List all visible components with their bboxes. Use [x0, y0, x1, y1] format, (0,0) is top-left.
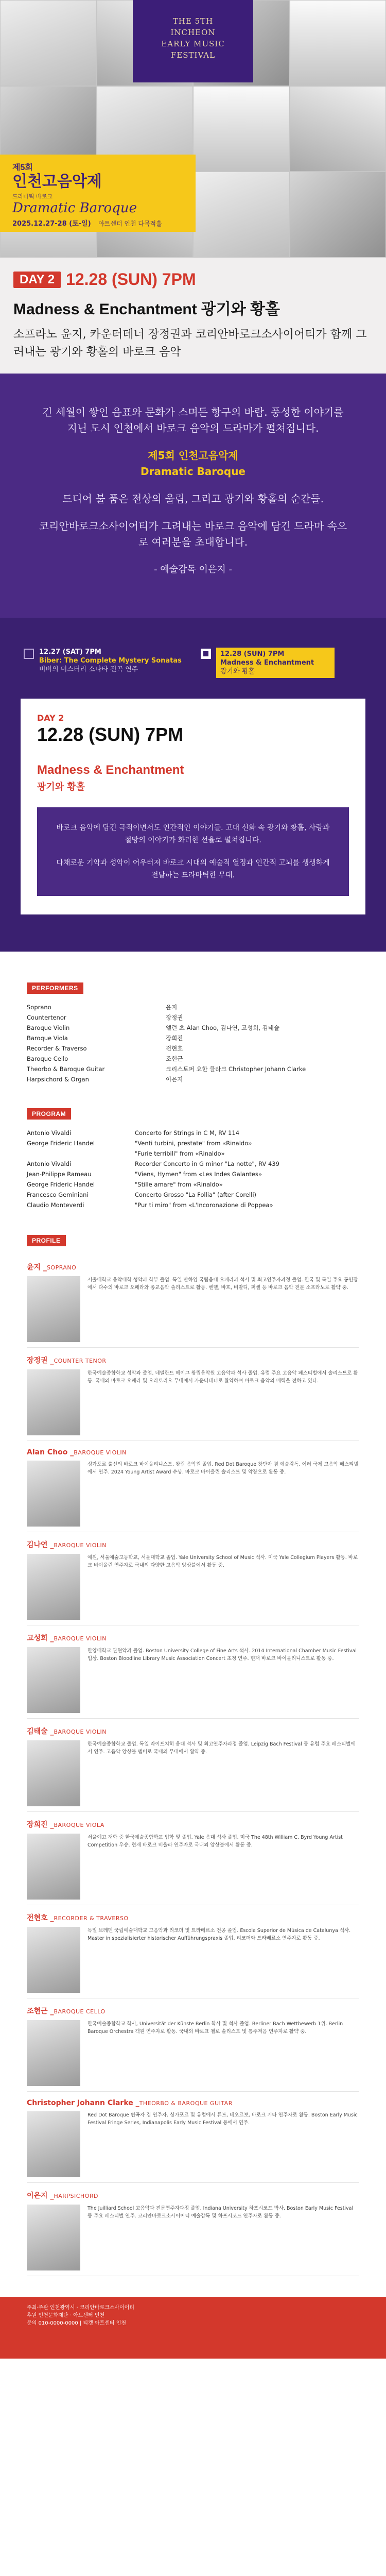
performer-row — [27, 1012, 359, 1023]
profile-body — [27, 2111, 359, 2177]
festival-name: 인천고음악제 — [12, 173, 102, 190]
intro-highlight — [39, 448, 347, 480]
detail-subtitle: 광기와 황홀 — [37, 782, 85, 792]
detail-date: 12.28 (SUN) 7PM — [37, 724, 184, 745]
footer-line: 후원 인천문화재단 · 아트센터 인천 — [27, 2313, 105, 2318]
footer-line: 주최·주관 인천광역시 · 코리안바로크소사이어티 — [27, 2305, 135, 2311]
tab-title: Biber: The Complete Mystery Sonatas — [39, 657, 182, 665]
profile-entry — [27, 1719, 359, 1812]
concert-day-tabs — [0, 618, 386, 690]
program-row — [27, 1148, 359, 1159]
performer-photo — [290, 86, 386, 172]
program-table — [27, 1128, 359, 1210]
festival-title-card — [0, 155, 196, 232]
performer-role: Harpsichord & Organ — [27, 1076, 89, 1083]
program-work: "Stille amare" from «Rinaldo» — [135, 1181, 223, 1188]
festival-date-text: 2025.12.27-28 (토-일) — [12, 220, 91, 228]
profile-bio: The Juilliard School 고음악과 전문연주자과정 졸업. Indiana University 하프시코드 박사. Boston Early Music Festival 등 주요 페스티벌 연주. 코리안바로크소사이어티 예술감독 및 하프시코드 연주자로 활동 중. — [87, 2206, 354, 2219]
program-work: "Venti turbini, prestate" from «Rinaldo» — [135, 1140, 252, 1147]
festival-venue: 아트센터 인천 다목적홀 — [98, 220, 162, 227]
performer-photo — [193, 172, 290, 258]
performer-name: 조현근 — [166, 1055, 183, 1062]
performer-row — [27, 1002, 359, 1012]
program-composer: Antonio Vivaldi — [27, 1129, 72, 1137]
performer-name: 장정권 — [166, 1014, 183, 1021]
profile-bio: 서울대학교 음악대학 성악과 학부 졸업. 독일 만하임 국립음대 오페라과 석사 및 최고연주자과정 졸업. 한국 및 독일 주요 공연장에서 다수의 바로크 오페라와 종교음악 솔리스트로 활동. 헨델, 바흐, 비발디, 퍼셀 등 바로크 음악 전문 소프라노로 활약 중. — [87, 1277, 358, 1291]
performers-section — [0, 982, 386, 1084]
detail-day-tag: DAY 2 — [37, 713, 64, 723]
profile-bio: 서울예고 재학 중 한국예술종합학교 입학 및 졸업. Yale 음대 석사 졸업. 미국 The 48th William C. Byrd Young Artist Competition 우승. 현재 바로크 비올라 연주자로 국내외 앙상블에서 활동 중. — [87, 1835, 343, 1848]
section-heading: PROGRAM — [27, 1108, 71, 1120]
tab-subtitle: 비버의 미스터리 소나타 전곡 연주 — [39, 666, 138, 673]
profile-photo — [27, 1740, 80, 1806]
profile-body — [27, 1927, 359, 1993]
profile-heading: 고성희 _BAROQUE VIOLIN — [27, 1634, 107, 1642]
intro-highlight-title: Dramatic Baroque — [141, 465, 245, 478]
profile-entry — [27, 1532, 359, 1625]
performer-role: Baroque Viola — [27, 1035, 68, 1042]
badge-line: THE 5TH — [172, 16, 214, 26]
performer-role: Baroque Violin — [27, 1024, 70, 1031]
profile-entry — [27, 1348, 359, 1441]
hero-banner — [0, 0, 386, 258]
performer-row — [27, 1064, 359, 1074]
program-work: Recorder Concerto in G minor "La notte", RV 439 — [135, 1160, 279, 1167]
profile-name: 조현근 — [27, 2007, 48, 2015]
performer-role: Recorder & Traverso — [27, 1045, 87, 1052]
festival-script-title: Dramatic Baroque — [12, 200, 137, 216]
profile-bio: 한국예술종합학교 졸업. 독일 라이프치히 음대 석사 및 최고연주자과정 졸업. Leipzig Bach Festival 등 유럽 주요 페스티벌에서 연주. 고음악 앙상블 멤버로 국내외 무대에서 활약 중. — [87, 1741, 356, 1755]
profile-heading: Alan Choo _BAROQUE VIOLIN — [27, 1448, 127, 1456]
profile-heading: 전현호 _RECORDER & TRAVERSO — [27, 1914, 129, 1922]
performers-table — [27, 1002, 359, 1084]
festival-logo-badge — [133, 0, 253, 82]
checkbox-icon[interactable] — [24, 649, 34, 659]
profile-heading: Christopher Johann Clarke _THEORBO & BAROQUE GUITAR — [27, 2099, 233, 2107]
performer-row — [27, 1043, 359, 1054]
profile-entry — [27, 2183, 359, 2276]
profile-photo — [27, 1647, 80, 1713]
profile-role: BAROQUE VIOLIN — [54, 1728, 107, 1735]
profile-photo — [27, 1834, 80, 1900]
profile-bio: Red Dot Baroque 편곡자 겸 연주자. 싱가포르 및 유럽에서 류트, 테오르보, 바로크 기타 연주자로 활동. Boston Early Music Festival Fringe Series, Indianapolis Early Music Festival 등에서 연주. — [87, 2112, 358, 2126]
profile-name: Alan Choo — [27, 1448, 68, 1456]
performer-role: Countertenor — [27, 1014, 66, 1021]
profile-heading: 김태술 _BAROQUE VIOLIN — [27, 1727, 107, 1736]
program-composer: Claudio Monteverdi — [27, 1201, 84, 1209]
profile-body — [27, 1647, 359, 1713]
intro-signature: - 예술감독 이은지 - — [154, 564, 232, 575]
concert-title — [13, 296, 373, 319]
intro-highlight-edition: 제5회 인천고음악제 — [148, 449, 238, 462]
profile-entry — [27, 2092, 359, 2183]
profile-name: 김태술 — [27, 1727, 48, 1736]
intro-paragraph: 긴 세월이 쌓인 음표와 문화가 스며든 항구의 바람. 풍성한 이야기를 지닌 도시 인천에서 바로크 음악의 드라마가 펼쳐집니다. — [42, 406, 344, 434]
program-row — [27, 1200, 359, 1210]
profile-body — [27, 1276, 359, 1342]
profile-name: 장희진 — [27, 1821, 48, 1829]
detail-title: Madness & Enchantment — [37, 763, 184, 777]
program-row — [27, 1159, 359, 1169]
profile-role: BAROQUE VIOLIN — [54, 1542, 107, 1549]
program-work: "Viens, Hymen" from «Les Indes Galantes» — [135, 1171, 262, 1178]
profile-bio: 한국예술종합학교 학사, Universität der Künste Berlin 학사 및 석사 졸업. Berliner Bach Wettbewerb 1위. Berlin Baroque Orchestra 객원 연주자로 활동. 국내외 바로크 첼로 솔리스트 및 통주저음 연주자로 활약 중. — [87, 2021, 343, 2035]
profile-name: 김나연 — [27, 1541, 48, 1549]
program-row — [27, 1128, 359, 1138]
program-row — [27, 1179, 359, 1190]
intro-paragraph: 코리안바로크소사이어티가 그려내는 바로크 음악에 담긴 드라마 속으로 여러분을 초대합니다. — [39, 520, 347, 548]
performer-photo — [290, 172, 386, 258]
profile-photo — [27, 1369, 80, 1435]
profile-body — [27, 2020, 359, 2086]
profile-photo — [27, 1461, 80, 1527]
checkbox-checked-icon[interactable] — [201, 649, 211, 659]
profile-body — [27, 1740, 359, 1806]
performer-name: 크리스토퍼 요한 클라크 Christopher Johann Clarke — [166, 1065, 306, 1073]
profile-body — [27, 1369, 359, 1435]
day-date: 12.28 (SUN) 7PM — [66, 270, 196, 289]
day-pill: DAY 2 — [13, 272, 61, 288]
profile-heading: 장정권 _COUNTER TENOR — [27, 1357, 107, 1365]
profile-name: Christopher Johann Clarke — [27, 2099, 133, 2107]
program-composer: Jean-Philippe Rameau — [27, 1171, 92, 1178]
profile-name: 고성희 — [27, 1634, 48, 1642]
program-row — [27, 1138, 359, 1148]
program-section — [0, 1108, 386, 1210]
program-work: "Pur ti miro" from «L'Incoronazione di Poppea» — [135, 1201, 273, 1209]
profile-name: 윤지 — [27, 1263, 41, 1272]
program-composer — [27, 1148, 135, 1159]
performer-role: Soprano — [27, 1004, 51, 1011]
performer-role: Theorbo & Baroque Guitar — [27, 1065, 105, 1073]
performer-row — [27, 1074, 359, 1084]
section-heading: PROFILE — [27, 1235, 66, 1246]
performer-photo — [193, 86, 290, 172]
badge-line: EARLY MUSIC — [161, 39, 225, 48]
profile-heading: 윤지 _SOPRANO — [27, 1263, 77, 1272]
tab-date: 12.27 (SAT) 7PM — [39, 648, 101, 656]
tab-day-2[interactable] — [201, 648, 362, 678]
profile-photo — [27, 2111, 80, 2177]
festival-subtitle: 드라마틱 바로크 — [12, 193, 52, 200]
profile-list — [27, 1255, 359, 2276]
section-heading: PERFORMERS — [27, 982, 83, 994]
concert-description: 소프라노 윤지, 카운터테너 장정권과 코리안바로크소사이어티가 함께 그려내는 광기와 황홀의 바로크 음악 — [13, 328, 367, 359]
performer-photo — [290, 0, 386, 86]
profile-body — [27, 1834, 359, 1900]
performer-row — [27, 1033, 359, 1043]
festival-intro — [0, 374, 386, 618]
intro-paragraph: 드디어 불 품은 전상의 울림, 그리고 광기와 황홀의 순간들. — [62, 493, 324, 505]
profile-heading: 김나연 _BAROQUE VIOLIN — [27, 1541, 107, 1549]
profile-bio: 독일 브레멘 국립예술대학교 고음악과 리코더 및 트라베르소 전공 졸업. Escola Superior de Música de Catalunya 석사. Master in spezialisierter historischer Aufführungspraxis 졸업. 리코더와 트라베르소 연주자로 활동 중. — [87, 1928, 351, 1941]
profile-body — [27, 1461, 359, 1527]
program-row — [27, 1169, 359, 1179]
profile-bio: 예원, 서울예술고등학교, 서울대학교 졸업. Yale University School of Music 석사. 미국 Yale Collegium Players 활동. 바로크 바이올린 연주자로 국내외 다양한 고음악 앙상블에서 활동 중. — [87, 1555, 358, 1568]
profile-role: THEORBO & BAROQUE GUITAR — [139, 2100, 233, 2107]
profile-entry — [27, 1812, 359, 1905]
profile-role: BAROQUE VIOLIN — [74, 1449, 127, 1456]
performer-row — [27, 1023, 359, 1033]
program-composer: George Frideric Handel — [27, 1140, 95, 1147]
profile-role: HARPSICHORD — [54, 2193, 98, 2199]
profile-bio: 한국예술종합학교 성악과 졸업. 네덜란드 헤이그 왕립음악원 고음악과 석사 졸업. 유럽 주요 고음악 페스티벌에서 솔리스트로 활동. 국내외 바로크 오페라 및 오라토리오 무대에서 카운터테너로 활약하며 바로크 음악의 매력을 전하고 있다. — [87, 1370, 358, 1384]
profile-role: RECORDER & TRAVERSO — [54, 1915, 129, 1922]
program-composer: George Frideric Handel — [27, 1181, 95, 1188]
profile-name: 이은지 — [27, 2192, 48, 2200]
profile-entry — [27, 1255, 359, 1348]
profile-bio: 싱가포르 출신의 바로크 바이올리니스트. 왕립 음악원 졸업. Red Dot Baroque 창단자 겸 예술감독. 여러 국제 고음악 페스티벌에서 연주. 2024 Young Artist Award 수상. 바로크 바이올린 솔리스트 및 악장으로 활동 중. — [87, 1462, 359, 1475]
profile-role: SOPRANO — [46, 1264, 77, 1271]
tab-date: 12.28 (SUN) 7PM — [220, 650, 285, 658]
profile-body — [27, 1554, 359, 1620]
festival-date — [12, 218, 183, 228]
program-composer: Antonio Vivaldi — [27, 1160, 72, 1167]
performer-row — [27, 1054, 359, 1064]
badge-line: FESTIVAL — [170, 50, 216, 60]
performer-name: 이은지 — [166, 1076, 183, 1083]
tab-title: Madness & Enchantment — [220, 659, 314, 667]
profile-entry — [27, 1905, 359, 1998]
profile-entry — [27, 1441, 359, 1532]
profile-name: 장정권 — [27, 1357, 48, 1365]
profile-photo — [27, 2020, 80, 2086]
detail-paragraph: 다채로운 기악과 성악이 어우러져 바로크 시대의 예술적 열정과 인간적 고뇌를 생생하게 전달하는 드라마틱한 무대. — [56, 859, 330, 879]
profile-role: COUNTER TENOR — [54, 1358, 107, 1364]
concert-detail — [0, 690, 386, 952]
tab-day-1[interactable] — [24, 648, 185, 678]
profile-role: BAROQUE CELLO — [54, 2008, 106, 2015]
profile-role: BAROQUE VIOLA — [54, 1822, 104, 1828]
performer-role: Baroque Cello — [27, 1055, 68, 1062]
detail-description — [37, 807, 349, 896]
program-row — [27, 1190, 359, 1200]
day-header — [0, 258, 386, 374]
program-work: "Furie terribili" from «Rinaldo» — [135, 1150, 225, 1157]
footer — [0, 2297, 386, 2359]
detail-paragraph: 바로크 음악에 담긴 극적이면서도 인간적인 이야기들. 고대 신화 속 광기와 황홀, 사랑과 절망의 이야기가 화려한 선율로 펼쳐집니다. — [56, 824, 330, 844]
program-work: Concerto Grosso "La Follia" (after Corelli) — [135, 1191, 257, 1198]
profile-photo — [27, 1276, 80, 1342]
profile-photo — [27, 2205, 80, 2270]
badge-line: INCHEON — [170, 28, 216, 37]
profile-entry — [27, 1625, 359, 1719]
tab-subtitle: 광기와 황홀 — [220, 668, 255, 675]
performer-name: 윤지 — [166, 1004, 178, 1011]
profile-photo — [27, 1554, 80, 1620]
profile-heading: 이은지 _HARPSICHORD — [27, 2192, 98, 2200]
performer-photo — [0, 0, 97, 86]
profile-entry — [27, 1998, 359, 2092]
performer-name: 전현호 — [166, 1045, 183, 1052]
performer-name: 장희진 — [166, 1035, 183, 1042]
program-work: Concerto for Strings in C M, RV 114 — [135, 1129, 240, 1137]
profile-name: 전현호 — [27, 1914, 48, 1922]
profile-section — [0, 1235, 386, 2276]
profile-heading: 장희진 _BAROQUE VIOLA — [27, 1821, 104, 1829]
festival-edition: 제5회 — [12, 163, 33, 172]
performer-name: 앨런 초 Alan Choo, 김나연, 고성희, 김태술 — [166, 1024, 279, 1031]
concert-detail-card — [21, 699, 365, 914]
profile-heading: 조현근 _BAROQUE CELLO — [27, 2007, 106, 2015]
concert-title-ko: 광기와 황홀 — [201, 301, 280, 318]
program-composer: Francesco Geminiani — [27, 1191, 89, 1198]
profile-body — [27, 2205, 359, 2270]
profile-photo — [27, 1927, 80, 1993]
footer-line: 문의 010-0000-0000 | 티켓 아트센터 인천 — [27, 2320, 127, 2326]
profile-bio: 한양대학교 관현악과 졸업. Boston University College of Fine Arts 석사. 2014 International Chamber Music Festival 입상. Boston Bloodline Library Music Association Concert 초청 연주. 현재 바로크 바이올리니스트로 활동 중. — [87, 1648, 357, 1662]
concert-title-en: Madness & Enchantment — [13, 301, 197, 318]
profile-role: BAROQUE VIOLIN — [54, 1635, 107, 1642]
